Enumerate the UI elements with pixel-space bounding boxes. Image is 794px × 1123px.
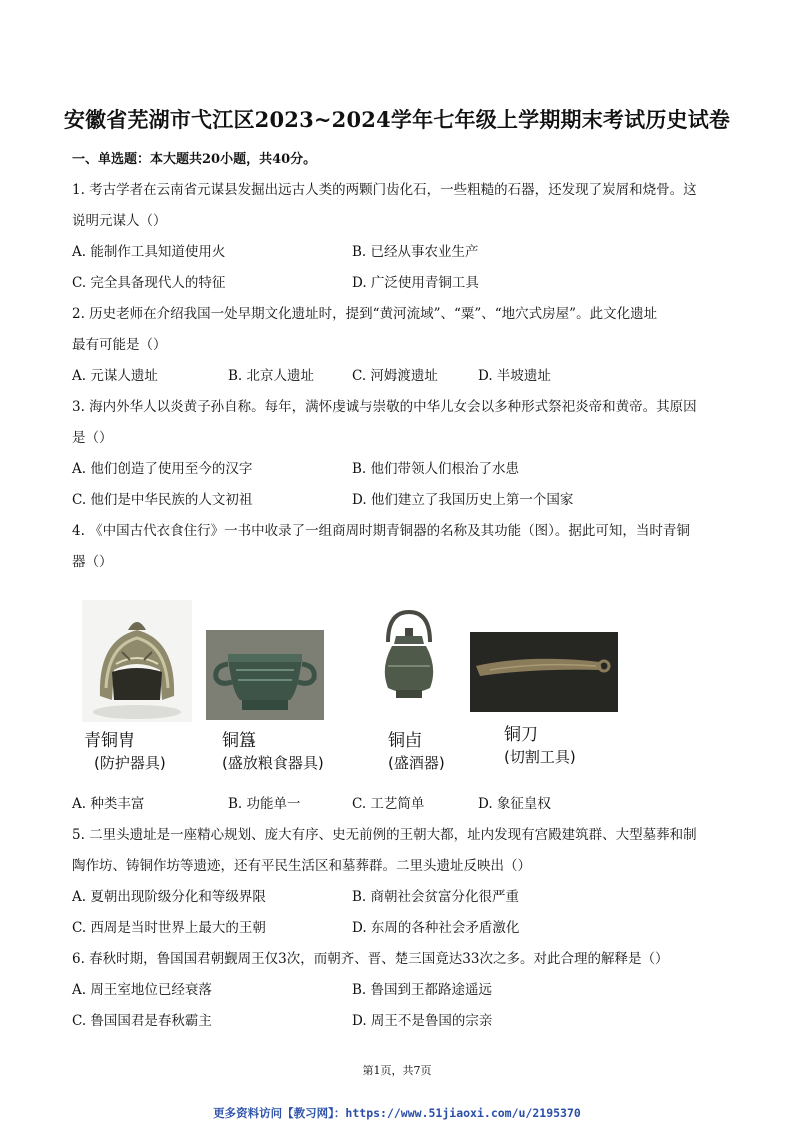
- q3-option-d: D. 他们建立了我国历史上第一个国家: [352, 492, 574, 508]
- q2-stem-line1: 2. 历史老师在介绍我国一处早期文化遗址时，提到“黄河流域”、“粟”、“地穴式房屋”。此文化遗址: [72, 306, 658, 322]
- q5-option-a: A. 夏朝出现阶级分化和等级界限: [72, 889, 266, 905]
- bronze-gui-image: [206, 630, 324, 724]
- q1-option-a: A. 能制作工具知道使用火: [72, 244, 226, 260]
- q4-option-d: D. 象征皇权: [478, 796, 551, 812]
- q5-stem-line2: 陶作坊、铸铜作坊等遗迹，还有平民生活区和墓葬群。二里头遗址反映出（）: [72, 858, 531, 874]
- q4-option-a: A. 种类丰富: [72, 796, 145, 812]
- knife-label: 铜刀 (切割工具): [504, 725, 576, 766]
- q6-option-b: B. 鲁国到王都路途遥远: [352, 982, 493, 998]
- bronze-artifacts-figure: [78, 600, 638, 770]
- q3-option-a: A. 他们创造了使用至今的汉字: [72, 461, 253, 477]
- q3-stem-line1: 3. 海内外华人以炎黄子孙自称。每年，满怀虔诚与崇敬的中华儿女会以多种形式祭祀炎帝和黄帝。其原因: [72, 399, 697, 415]
- q5-option-b: B. 商朝社会贫富分化很严重: [352, 889, 520, 905]
- q1-stem-line2: 说明元谋人（）: [72, 213, 167, 229]
- q1-option-c: C. 完全具备现代人的特征: [72, 275, 226, 291]
- section-title: 一、单选题：本大题共20小题，共40分。: [72, 152, 317, 167]
- resource-link[interactable]: 更多资料访问【教习网】：https://www.51jiaoxi.com/u/2195370: [213, 1106, 581, 1120]
- bronze-knife-image: [470, 632, 618, 716]
- bronze-helmet-image: [82, 600, 192, 726]
- q3-stem-line2: 是（）: [72, 430, 113, 446]
- q4-stem-line2: 器（）: [72, 554, 113, 570]
- q3-option-c: C. 他们是中华民族的人文初祖: [72, 492, 253, 508]
- q4-option-c: C. 工艺简单: [352, 796, 425, 812]
- page-title: 安徽省芜湖市弋江区2023~2024学年七年级上学期期末考试历史试卷: [63, 107, 731, 132]
- q1-option-d: D. 广泛使用青铜工具: [352, 275, 479, 291]
- q5-option-d: D. 东周的各种社会矛盾激化: [352, 920, 520, 936]
- q1-stem-line1: 1. 考古学者在云南省元谋县发掘出远古人类的两颗门齿化石，一些粗糙的石器，还发现了炭屑和烧骨。这: [72, 182, 697, 198]
- q4-option-b: B. 功能单一: [228, 796, 301, 812]
- q2-stem-line2: 最有可能是（）: [72, 337, 167, 353]
- gui-label: 铜簋 (盛放粮食器具): [222, 731, 324, 772]
- bronze-you-image: [374, 606, 444, 710]
- q4-stem-line1: 4. 《中国古代衣食住行》一书中收录了一组商周时期青铜器的名称及其功能（图）。据此可知，当时青铜: [72, 523, 690, 539]
- q2-option-d: D. 半坡遗址: [478, 368, 551, 384]
- q2-option-c: C. 河姆渡遗址: [352, 368, 438, 384]
- you-label: 铜卣 (盛酒器): [388, 731, 445, 772]
- q3-option-b: B. 他们带领人们根治了水患: [352, 461, 520, 477]
- q6-option-a: A. 周王室地位已经衰落: [72, 982, 212, 998]
- page-number: 第1页，共7页: [362, 1064, 432, 1077]
- q2-option-b: B. 北京人遗址: [228, 368, 315, 384]
- helmet-label: 青铜胄 (防护器具): [84, 731, 166, 772]
- q6-option-c: C. 鲁国国君是春秋霸主: [72, 1013, 212, 1029]
- q5-option-c: C. 西周是当时世界上最大的王朝: [72, 920, 266, 936]
- q5-stem-line1: 5. 二里头遗址是一座精心规划、庞大有序、史无前例的王朝大都，址内发现有宫殿建筑群、大型墓葬和制: [72, 827, 697, 843]
- q2-option-a: A. 元谋人遗址: [72, 368, 158, 384]
- q6-stem-line1: 6. 春秋时期，鲁国国君朝觐周王仅3次，而朝齐、晋、楚三国竟达33次之多。对此合理的解释是（）: [72, 951, 669, 967]
- q6-option-d: D. 周王不是鲁国的宗亲: [352, 1013, 493, 1029]
- q1-option-b: B. 已经从事农业生产: [352, 244, 479, 260]
